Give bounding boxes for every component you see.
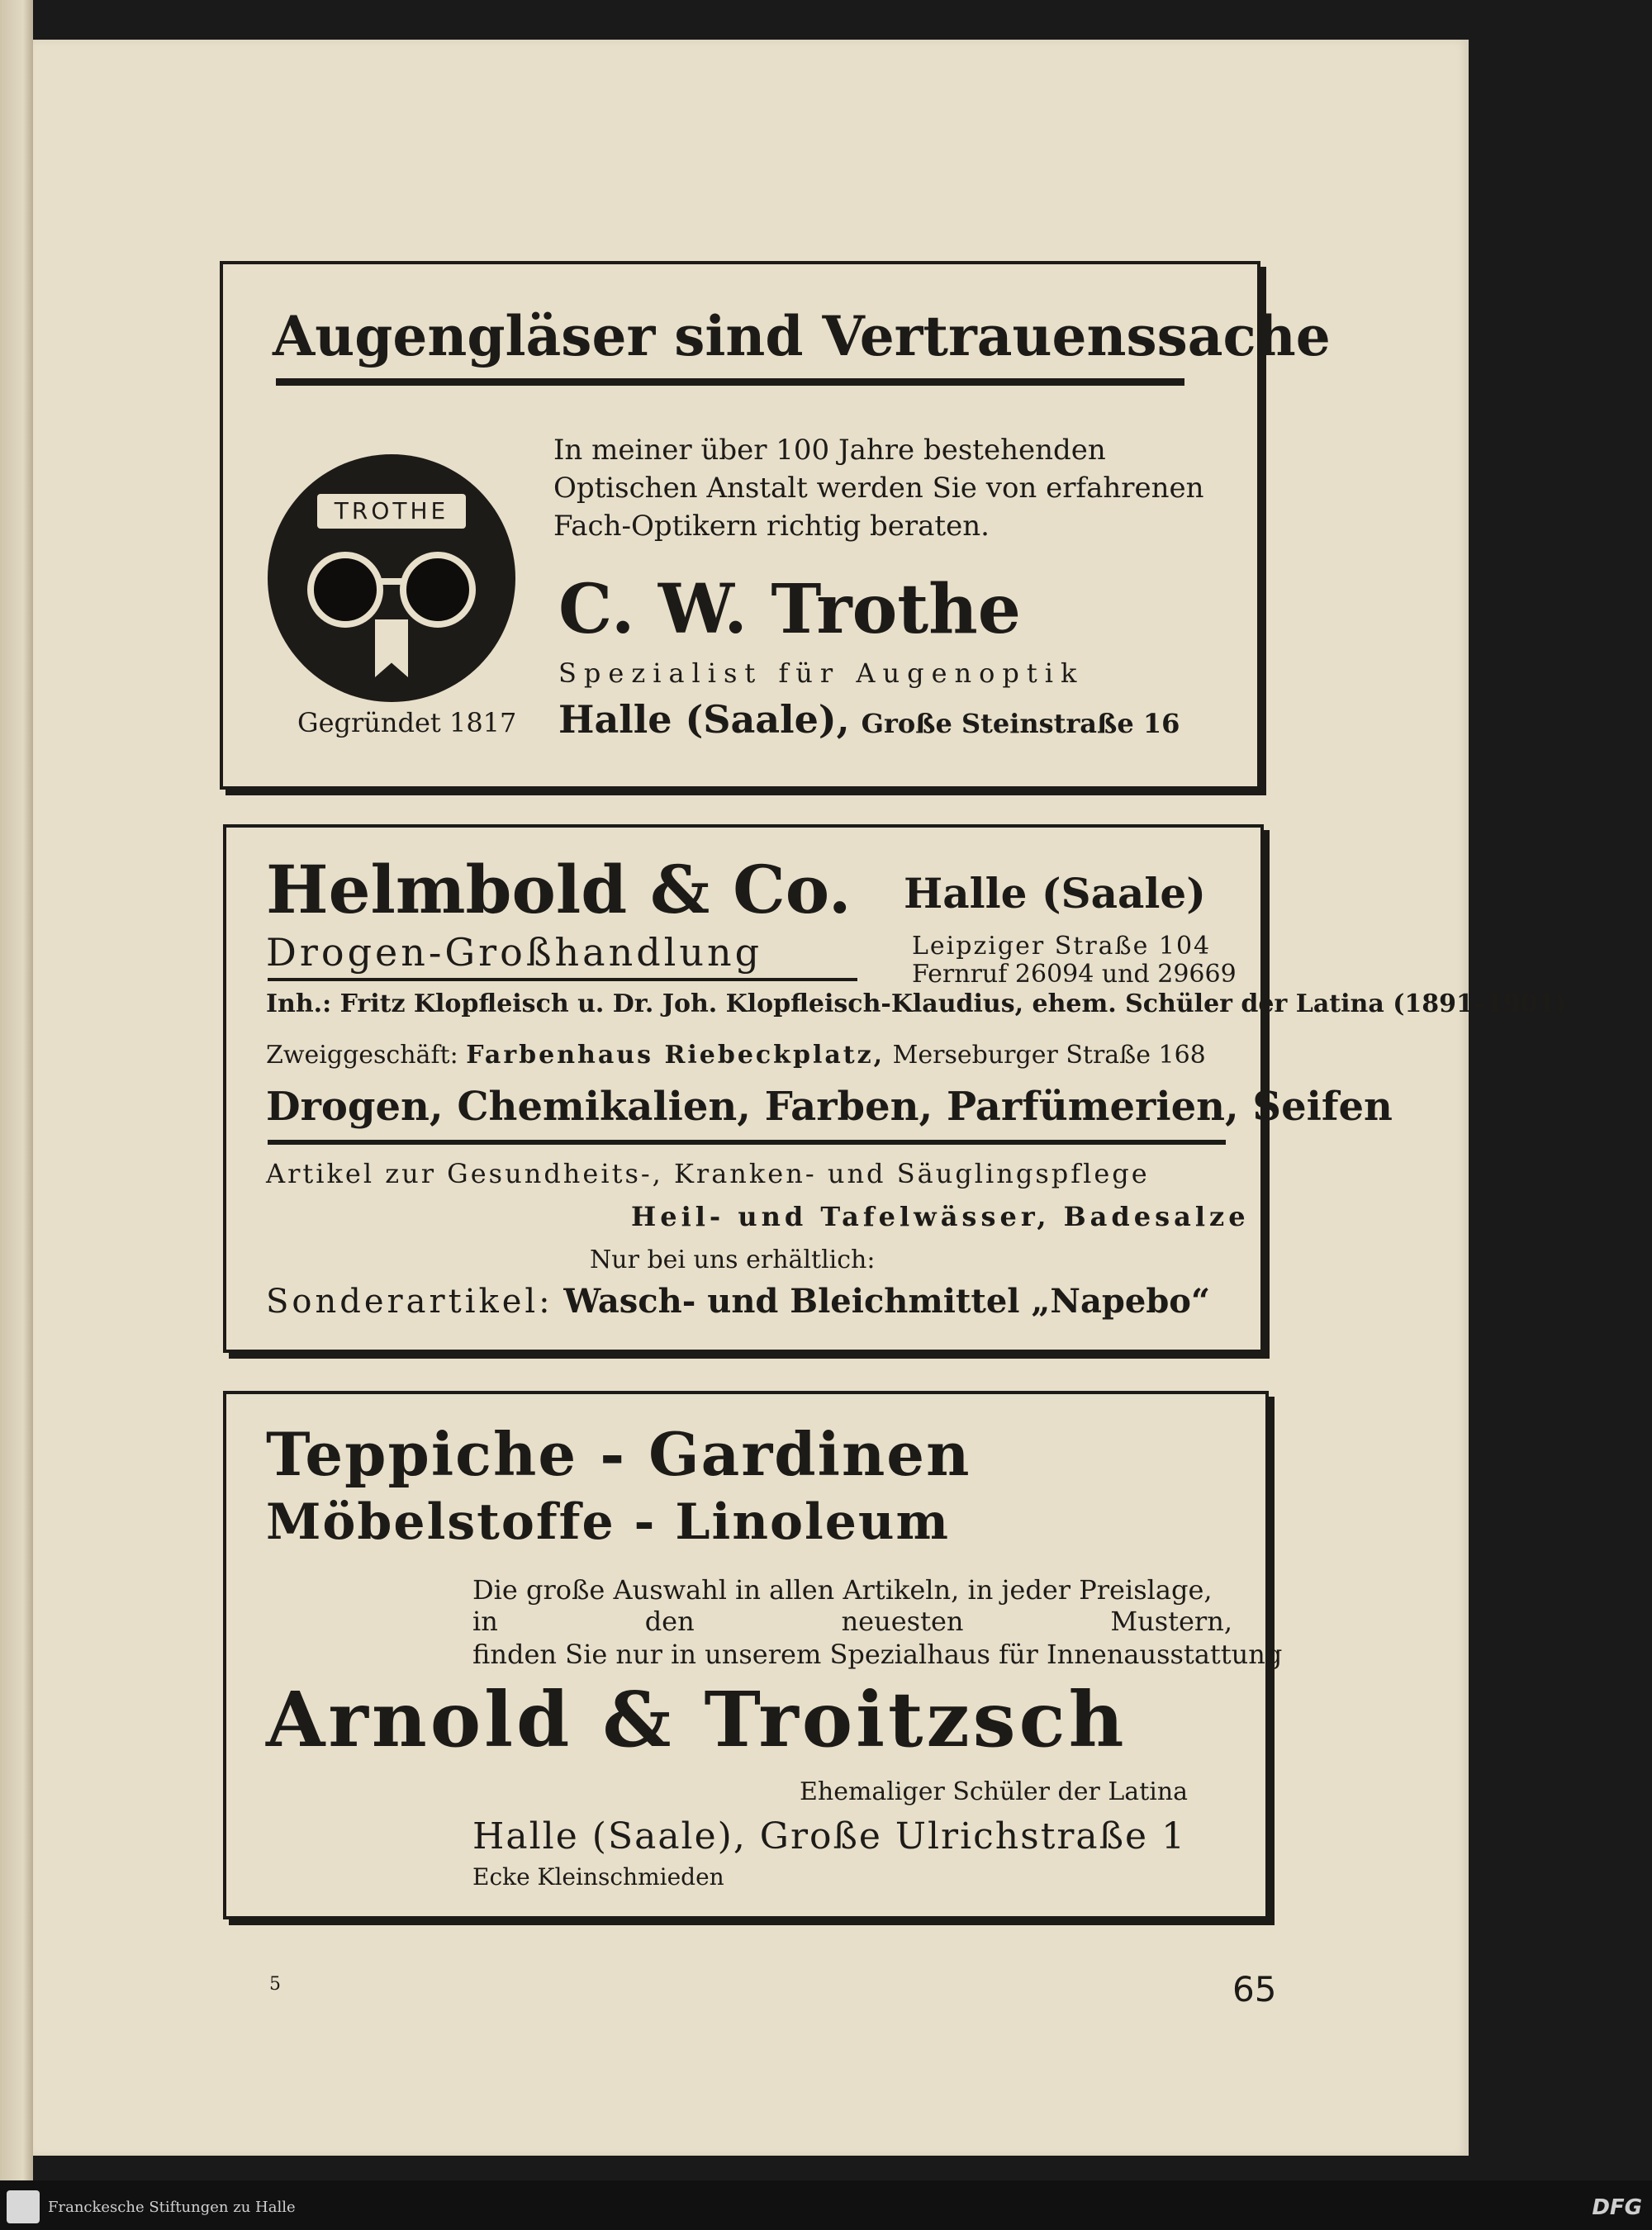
branch-prefix: Zweiggeschäft: [266, 1041, 458, 1070]
address [558, 697, 1180, 742]
firm-name: Arnold & Troitzsch [266, 1675, 1127, 1764]
body-word: in [472, 1606, 498, 1637]
body-word: den [644, 1606, 695, 1637]
firm-name: Helmbold & Co. [266, 851, 852, 928]
special-label: Sonderartikel: [266, 1283, 553, 1321]
page-number: 65 [1232, 1969, 1277, 2009]
waters-text: Heil- und Tafelwässer, Badesalze [631, 1201, 1250, 1232]
special-item: Wasch- und Bleichmittel „Napebo“ [563, 1282, 1210, 1321]
signature-mark: 5 [269, 1974, 281, 1995]
care-text: Artikel zur Gesundheits-, Kranken- und Säuglingspflege [266, 1158, 1150, 1189]
owners-text: Inh.: Fritz Klopfleisch u. Dr. Joh. Klopfleisch-Klaudius, ehem. Schüler der Latina (1891–1901) [266, 989, 1567, 1018]
viewer-footer [0, 2180, 1652, 2230]
trade-text: Drogen-Großhandlung [266, 930, 763, 975]
address: Halle (Saale), Große Ulrichstraße 1 [472, 1815, 1187, 1858]
only-here-text: Nur bei uns erhältlich: [590, 1245, 876, 1274]
body-line-3: finden Sie nur in unserem Spezialhaus für Innenausstattung [472, 1639, 1283, 1670]
headline: Augengläser sind Vertrauenssache [273, 304, 1331, 368]
lens-left-icon [307, 552, 383, 628]
lens-right-icon [400, 552, 476, 628]
alumnus-text: Ehemaliger Schüler der Latina [800, 1777, 1189, 1806]
trothe-logo-icon [268, 454, 515, 702]
book-gutter [0, 0, 33, 2180]
special-line [266, 1282, 1210, 1321]
firm-name: C. W. Trothe [558, 570, 1021, 649]
street: Leipziger Straße 104 [912, 932, 1212, 961]
corner-text: Ecke Kleinschmieden [472, 1863, 724, 1891]
logo-text: TROTHE [334, 497, 449, 524]
advertisement-trothe [220, 261, 1331, 790]
branch-name: Farbenhaus Riebeckplatz, [466, 1041, 885, 1070]
goods-text: Drogen, Chemikalien, Farben, Parfümerien, Seifen [266, 1084, 1393, 1130]
dfg-logo: DFG [1592, 2195, 1642, 2220]
advertisement-arnold-troitzsch [223, 1391, 1283, 1919]
specialty-text: Spezialist für Augenoptik [558, 657, 1085, 689]
body-word: Mustern, [1110, 1606, 1232, 1637]
body-line-2 [472, 1606, 1232, 1637]
trade-rule [268, 978, 857, 981]
goods-rule [268, 1140, 1226, 1145]
city: Halle (Saale) [904, 869, 1206, 918]
phone: Fernruf 26094 und 29669 [912, 960, 1237, 989]
body-word: neuesten [841, 1606, 964, 1637]
headline-2: Möbelstoffe - Linoleum [266, 1493, 951, 1551]
address-city: Halle (Saale), [558, 697, 850, 742]
founded-text: Gegründet 1817 [297, 707, 517, 738]
body-line-1: Die große Auswahl in allen Artikeln, in jeder Preislage, [472, 1574, 1213, 1606]
headline-1: Teppiche - Gardinen [266, 1419, 971, 1489]
branch-street: Merseburger Straße 168 [892, 1041, 1206, 1070]
address-street: Große Steinstraße 16 [861, 708, 1180, 739]
headline-rule [276, 378, 1184, 386]
intro-text: In meiner über 100 Jahre bestehenden Optischen Anstalt werden Sie von erfahrenen Fach-Optikern richtig beraten. [553, 434, 1204, 543]
nose-icon [375, 619, 408, 677]
institution-name: Franckesche Stiftungen zu Halle [48, 2199, 296, 2216]
book-page [33, 40, 1567, 2156]
branch-line [266, 1041, 1206, 1070]
institution-crest-icon [7, 2190, 40, 2223]
advertisement-helmbold [223, 824, 1567, 1353]
